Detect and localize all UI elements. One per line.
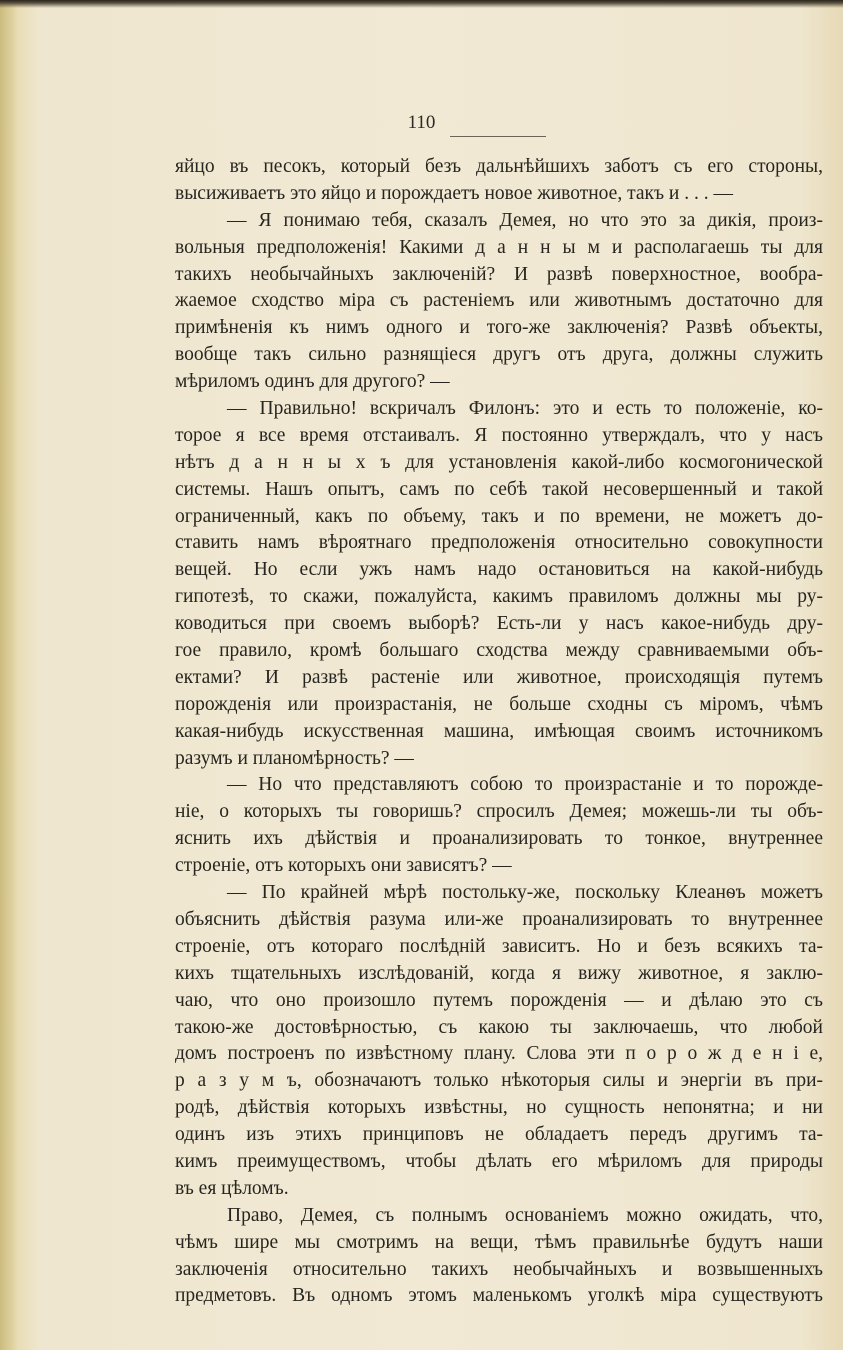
text-line: заключенія относительно такихъ необычайныхъ и возвышенныхъ (175, 1258, 823, 1280)
text-line: — Я понимаю тебя, сказалъ Демея, но что это за дикія, произ- (227, 209, 823, 231)
text-line: торое я все время отстаивалъ. Я постоянно утверждалъ, что у насъ (175, 424, 823, 446)
text-line: р а з у м ъ, обозначаютъ только нѣкоторыя силы и энергіи въ при- (175, 1070, 823, 1092)
text-line: ограниченный, какъ по объему, такъ и по времени, не можетъ до- (175, 505, 823, 527)
text-line: одинъ изъ этихъ принциповъ не обладаетъ передъ другимъ та- (175, 1124, 823, 1146)
text-line: примѣненія къ нимъ одного и того-же заключенія? Развѣ объекты, (175, 317, 823, 339)
text-line: вольныя предположенія! Какими д а н н ы м и располагаешь ты для (175, 236, 823, 258)
text-line: гое правило, кромѣ большаго сходства между сравниваемыми объ- (175, 640, 823, 662)
text-line: нѣтъ д а н н ы х ъ для установленія какой-либо космогонической (175, 451, 823, 473)
text-line: Право, Демея, съ полнымъ основаніемъ можно ожидать, что, (227, 1204, 823, 1226)
text-line: яснить ихъ дѣйствія и проанализировать то тонкое, внутреннее (175, 828, 823, 850)
text-line: ководиться при своемъ выборѣ? Есть-ли у насъ какое-нибудь дру- (175, 613, 823, 635)
text-line: порожденія или произрастанія, не больше сходны съ міромъ, чѣмъ (175, 693, 823, 715)
text-line: ставить намъ вѣроятнаго предположенія относительно совокупности (175, 532, 823, 554)
body-text (175, 154, 823, 1310)
text-line: какая-нибудь искусственная машина, имѣющая своимъ источникомъ (175, 720, 823, 742)
text-line: строеніе, отъ которыхъ они зависятъ? — (175, 855, 512, 877)
text-line: кихъ тщательныхъ изслѣдованій, когда я вижу животное, я заклю- (175, 962, 823, 984)
text-line: ектами? И развѣ растеніе или животное, происходящія путемъ (175, 666, 823, 688)
text-line: яйцо въ песокъ, который безъ дальнѣйшихъ заботъ съ его стороны, (175, 156, 823, 177)
text-line: разумъ и планомѣрность? — (175, 747, 414, 769)
text-line: родѣ, дѣйствія которыхъ извѣстны, но сущность непонятна; и ни (175, 1097, 823, 1119)
text-line: системы. Нашъ опытъ, самъ по себѣ такой несовершенный и такой (175, 478, 823, 500)
text-line: вещей. Но если ужъ намъ надо остановиться на какой-нибудь (175, 559, 823, 581)
page-number-rule (450, 136, 546, 137)
text-line: въ ея цѣломъ. (175, 1177, 289, 1199)
text-line: мѣриломъ одинъ для другого? — (175, 371, 450, 393)
page-number: 110 (407, 112, 436, 133)
text-line: такихъ необычайныхъ заключеній? И развѣ поверхностное, вообра- (175, 263, 823, 285)
text-line: вообще такъ сильно разнящіеся другъ отъ друга, должны служить (175, 344, 823, 366)
text-line: домъ построенъ по извѣстному плану. Слова эти п о р о ж д е н і е, (175, 1043, 823, 1065)
text-line: чѣмъ шире мы смотримъ на вещи, тѣмъ правильнѣе будутъ наши (175, 1231, 823, 1253)
text-line: объяснить дѣйствія разума или-же проанализировать то внутреннее (175, 908, 823, 930)
text-line: жаемое сходство міра съ растеніемъ или животнымъ достаточно для (175, 290, 823, 312)
text-line: предметовъ. Въ одномъ этомъ маленькомъ уголкѣ міра существуютъ (175, 1285, 823, 1307)
text-line: такою-же достовѣрностью, съ какою ты заключаешь, что любой (175, 1016, 823, 1038)
page-binding-edge (0, 0, 18, 1350)
page-top-edge (0, 0, 843, 8)
text-line: — Но что представляютъ собою то произрастаніе и то порожде- (227, 774, 823, 796)
text-line: — По крайней мѣрѣ постольку-же, поскольку Клеанѳъ можетъ (227, 882, 823, 904)
text-line: чаю, что оно произошло путемъ порожденія — и дѣлаю это съ (175, 989, 823, 1011)
text-line: строеніе, отъ котораго послѣдній зависитъ. Но и безъ всякихъ та- (175, 935, 823, 957)
text-line: кимъ преимуществомъ, чтобы дѣлать его мѣриломъ для природы (175, 1150, 823, 1172)
text-line: высиживаетъ это яйцо и порождаетъ новое животное, такъ и . . . — (175, 182, 733, 204)
text-line: гипотезѣ, то скажи, пожалуйста, какимъ правиломъ должны мы ру- (175, 586, 823, 608)
text-line: ніе, о которыхъ ты говоришь? спросилъ Демея; можешь-ли ты объ- (175, 801, 823, 823)
text-line: — Правильно! вскричалъ Филонъ: это и есть то положеніе, ко- (227, 398, 823, 420)
